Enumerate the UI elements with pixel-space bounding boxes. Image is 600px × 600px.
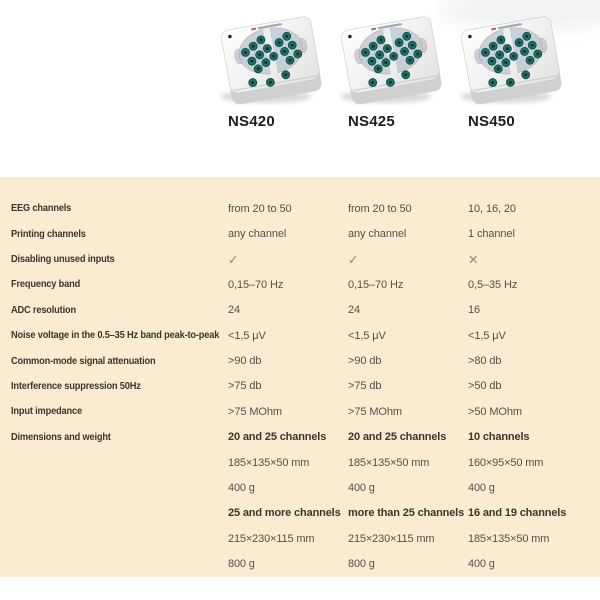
- spec-value: <1,5 μV: [228, 329, 266, 342]
- dimension-column: [468, 425, 600, 577]
- spec-row-label: Input impedance: [11, 406, 82, 418]
- spec-row: [11, 323, 600, 348]
- label-column-spacer: [11, 6, 228, 130]
- product-card-ns450: [468, 6, 600, 130]
- dimension-line: 185×135×50 mm: [468, 532, 550, 545]
- spec-value: 10, 16, 20: [468, 202, 516, 215]
- product-name: NS425: [348, 113, 395, 130]
- spec-row: [11, 247, 600, 272]
- spec-value: <1,5 μV: [468, 329, 506, 342]
- spec-value: 24: [348, 304, 361, 317]
- spec-row: [11, 221, 600, 246]
- spec-comparison-table: [0, 177, 600, 577]
- dimension-line: 215×230×115 mm: [348, 532, 435, 545]
- spec-value: any channel: [228, 228, 287, 241]
- spec-row-label: Noise voltage in the 0.5–35 Hz band peak-to-peak: [11, 330, 220, 342]
- spec-row-dimensions: [11, 425, 600, 577]
- spec-value: from 20 to 50: [228, 202, 292, 215]
- product-name: NS450: [468, 113, 515, 130]
- dimension-line: 16 and 19 channels: [468, 507, 567, 520]
- dimension-column: [348, 425, 468, 577]
- spec-value: ✕: [468, 252, 479, 267]
- dimension-line: 185×135×50 mm: [228, 456, 310, 469]
- spec-row-label: Disabling unused inputs: [11, 253, 115, 265]
- eeg-device-image: [452, 6, 568, 106]
- dimension-line: 20 and 25 channels: [228, 431, 327, 444]
- spec-value: >90 db: [228, 355, 262, 368]
- spec-value: >75 MOhm: [228, 405, 282, 418]
- spec-row: [11, 399, 600, 424]
- spec-row: [11, 374, 600, 399]
- spec-row: [11, 348, 600, 373]
- dimension-line: 400 g: [348, 481, 375, 494]
- spec-row: [11, 272, 600, 297]
- dimension-column: [228, 425, 348, 577]
- spec-row-label: Dimensions and weight: [11, 431, 111, 443]
- eeg-device-image: [332, 6, 448, 106]
- dimension-line: 215×230×115 mm: [228, 532, 315, 545]
- spec-value: >75 MOhm: [348, 405, 402, 418]
- spec-row-label: EEG channels: [11, 203, 72, 215]
- spec-value: 16: [468, 304, 481, 317]
- spec-value: ✓: [228, 252, 239, 267]
- spec-value: 0,15–70 Hz: [348, 278, 404, 291]
- product-name: NS420: [228, 113, 275, 130]
- spec-value: ✓: [348, 252, 359, 267]
- dimension-line: 400 g: [228, 481, 255, 494]
- spec-value: 0,5–35 Hz: [468, 278, 518, 291]
- product-card-ns420: [228, 6, 348, 130]
- dimension-line: 10 channels: [468, 431, 530, 444]
- spec-value: >75 db: [228, 380, 262, 393]
- spec-row-label: Frequency band: [11, 279, 81, 291]
- spec-value: >50 MOhm: [468, 405, 522, 418]
- device-image-slot: [348, 6, 468, 106]
- spec-row-label: Printing channels: [11, 228, 86, 240]
- dimension-line: 400 g: [468, 481, 495, 494]
- spec-value: <1,5 μV: [348, 329, 386, 342]
- dimension-line: 800 g: [228, 558, 255, 571]
- spec-value: >75 db: [348, 380, 382, 393]
- dimension-line: 185×135×50 mm: [348, 456, 430, 469]
- spec-row-label: Interference suppression 50Hz: [11, 380, 141, 392]
- spec-value: 1 channel: [468, 228, 515, 241]
- spec-value: from 20 to 50: [348, 202, 412, 215]
- device-image-slot: [228, 6, 348, 106]
- dimension-line: more than 25 channels: [348, 507, 465, 520]
- dimension-line: 25 and more channels: [228, 507, 341, 520]
- spec-row: [11, 298, 600, 323]
- spec-value: 0,15–70 Hz: [228, 278, 284, 291]
- dimension-line: 800 g: [348, 558, 375, 571]
- eeg-device-image: [212, 6, 328, 106]
- dimension-line: 400 g: [468, 558, 495, 571]
- spec-value: >50 db: [468, 380, 502, 393]
- spec-value: >80 db: [468, 355, 502, 368]
- spec-row-label: Common-mode signal attenuation: [11, 355, 156, 367]
- spec-value: any channel: [348, 228, 407, 241]
- spec-value: >90 db: [348, 355, 382, 368]
- products-header: [0, 6, 600, 130]
- spec-row: [11, 196, 600, 221]
- spec-value: 24: [228, 304, 241, 317]
- product-card-ns425: [348, 6, 468, 130]
- dimension-line: 20 and 25 channels: [348, 431, 447, 444]
- spec-row-label: ADC resolution: [11, 304, 76, 316]
- dimension-line: 160×95×50 mm: [468, 456, 544, 469]
- device-image-slot: [468, 6, 600, 106]
